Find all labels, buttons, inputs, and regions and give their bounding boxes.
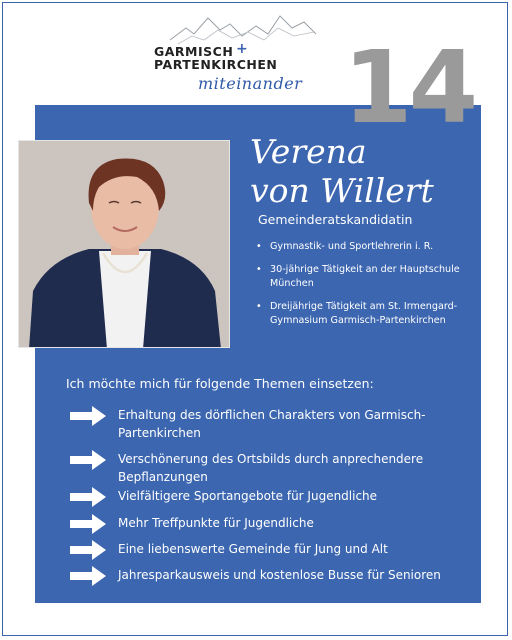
theme-text: Jahresparkausweis und kostenlose Busse für Senioren	[118, 568, 441, 582]
theme-text: Vielfältigere Sportangebote für Jugendliche	[118, 489, 378, 503]
themes-heading: Ich möchte mich für folgende Themen einsetzen:	[66, 376, 374, 391]
arrow-right-icon	[70, 450, 106, 470]
arrow-right-icon	[70, 406, 106, 426]
arrow-right-icon	[70, 487, 106, 507]
logo-tagline: miteinander	[198, 74, 303, 93]
theme-text: Erhaltung des dörflichen Charakters von Garmisch-Partenkirchen	[118, 408, 426, 440]
candidate-role: Gemeinderatskandidatin	[258, 212, 413, 227]
theme-text: Verschönerung des Ortsbilds durch anprechendere Bepflanzungen	[118, 452, 424, 484]
portrait-illustration	[19, 141, 230, 348]
candidate-last-name: von Willert	[250, 171, 434, 210]
logo-text-garmisch: GARMISCH	[154, 44, 234, 59]
theme-text: Eine liebenswerte Gemeinde für Jung und Alt	[118, 542, 388, 556]
theme-text: Mehr Treffpunkte für Jugendliche	[118, 516, 314, 530]
logo-text-partenkirchen: PARTENKIRCHEN	[154, 57, 278, 72]
fact-item: • 30-jährige Tätigkeit an der Hauptschule München	[256, 263, 471, 291]
candidate-first-name: Verena	[250, 132, 367, 171]
candidate-facts-list	[256, 240, 471, 337]
arrow-right-icon	[70, 514, 106, 534]
candidate-photo	[18, 140, 230, 348]
fact-item: • Dreijährige Tätigkeit am St. Irmengard-Gymnasium Garmisch-Partenkirchen	[256, 300, 471, 328]
logo-plus: +	[236, 41, 248, 57]
arrow-right-icon	[70, 540, 106, 560]
candidate-number: 14	[343, 29, 475, 146]
arrow-right-icon	[70, 566, 106, 586]
fact-item: • Gymnastik- und Sportlehrerin i. R.	[256, 240, 471, 254]
